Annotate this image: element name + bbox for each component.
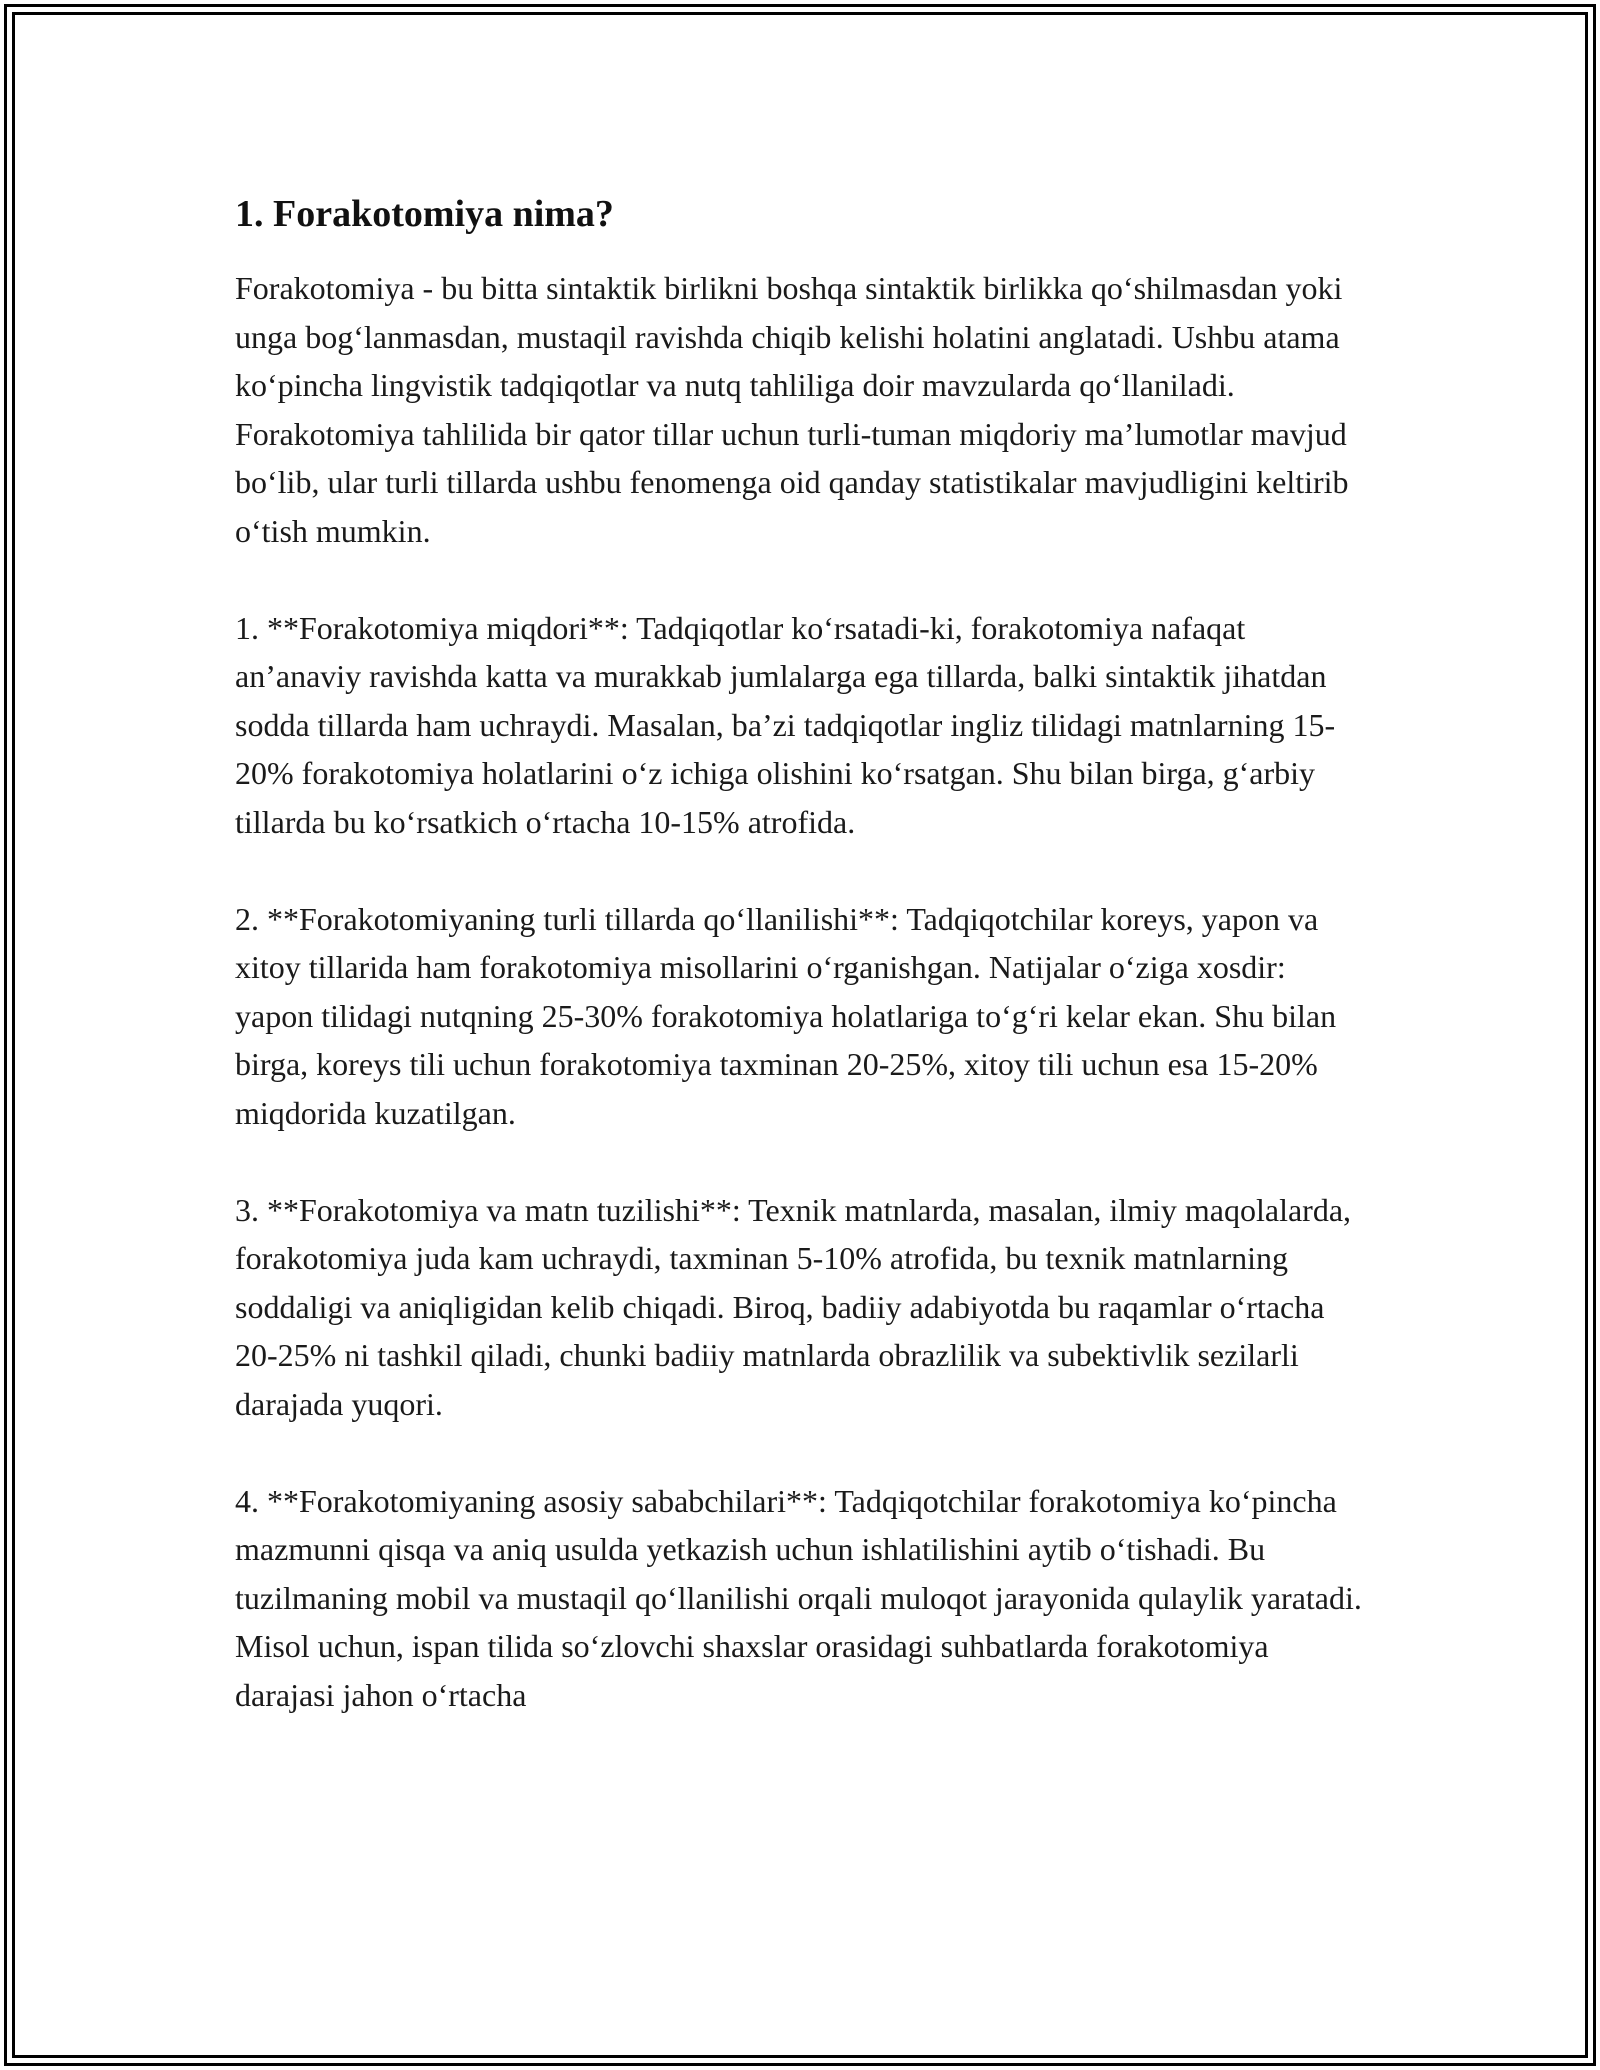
paragraph-point-1: 1. **Forakotomiya miqdori**: Tadqiqotlar ko‘rsatadi-ki, forakotomiya nafaqat an’anaviy ravishda katta va murakkab jumlalarga ega tillarda, balki sintaktik jihatdan sodda tillarda ham uchraydi. Masalan, ba’zi tadqiqotlar ingliz tilidagi matnlarning 15-20% forakotomiya holatlarini o‘z ichiga olishini ko‘rsatgan. Shu bilan birga, g‘arbiy tillarda bu ko‘rsatkich o‘rtacha 10-15% atrofida. [235,609,1336,840]
paragraph-point-2: 2. **Forakotomiyaning turli tillarda qo‘llanilishi**: Tadqiqotchilar koreys, yapon va xitoy tillarida ham forakotomiya misollarini o‘rganishgan. Natijalar o‘ziga xosdir: yapon tilidagi nutqning 25-30% forakotomiya holatlariga to‘g‘ri kelar ekan. Shu bilan birga, koreys tili uchun forakotomiya taxminan 20-25%, xitoy tili uchun esa 15-20% miqdorida kuzatilgan. [235,900,1337,1131]
paragraph-point-3: 3. **Forakotomiya va matn tuzilishi**: Texnik matnlarda, masalan, ilmiy maqolalarda, forakotomiya juda kam uchraydi, taxminan 5-10% atrofida, bu texnik matnlarning soddaligi va aniqligidan kelib chiqadi. Biroq, badiiy adabiyotda bu raqamlar o‘rtacha 20-25% ni tashkil qiladi, chunki badiiy matnlarda obrazlilik va subektivlik sezilarli darajada yuqori. [235,1191,1352,1422]
paragraph-intro: Forakotomiya - bu bitta sintaktik birlikni boshqa sintaktik birlikka qo‘shilmasdan yoki unga bog‘lanmasdan, mustaqil ravishda chiqib kelishi holatini anglatadi. Ushbu atama ko‘pincha lingvistik tadqiqotlar va nutq tahliliga doir mavzularda qo‘llaniladi. Forakotomiya tahlilida bir qator tillar uchun turli-tuman miqdoriy ma’lumotlar mavjud bo‘lib, ular turli tillarda ushbu fenomenga oid qanday statistikalar mavjudligini keltirib o‘tish mumkin. [235,270,1349,549]
document-title: 1. Forakotomiya nima? [235,193,614,235]
paragraph-point-4: 4. **Forakotomiyaning asosiy sababchilari**: Tadqiqotchilar forakotomiya ko‘pincha mazmunni qisqa va aniq usulda yetkazish uchun ishlatilishini aytib o‘tishadi. Bu tuzilmaning mobil va mustaqil qo‘llanilishi orqali muloqot jarayonida qulaylik yaratadi. Misol uchun, ispan tilida so‘zlovchi shaxslar orasidagi suhbatlarda forakotomiya darajasi jahon o‘rtacha [235,1482,1362,1713]
document-body [235,190,1365,1719]
